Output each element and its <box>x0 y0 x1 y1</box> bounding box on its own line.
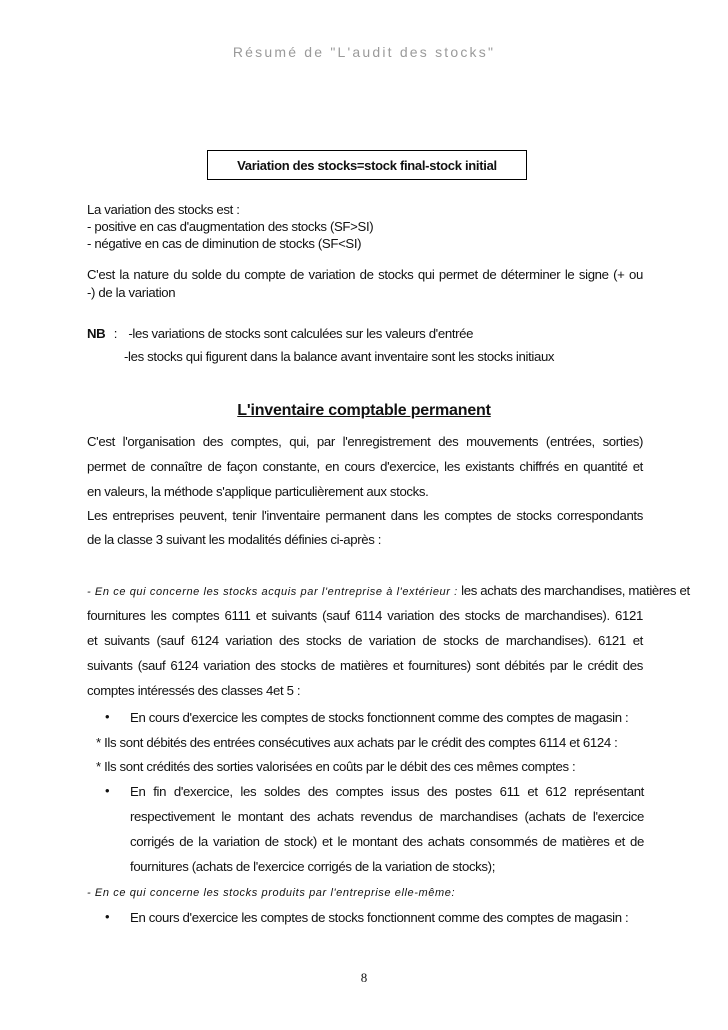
paragraph-line: en valeurs, la méthode s'applique particulièrement aux stocks. <box>87 484 429 499</box>
variation-intro-line: La variation des stocks est : <box>87 202 240 217</box>
bullet-2-line: respectivement le montant des achats revendus de marchandises (achats de l'exercice <box>130 809 644 824</box>
variation-intro-line: - négative en cas de diminution de stocks (SF<SI) <box>87 236 362 251</box>
page-header: Résumé de "L'audit des stocks" <box>232 44 496 60</box>
paragraph-line: Les entreprises peuvent, tenir l'inventaire permanent dans les comptes de stocks correspondants <box>87 508 643 523</box>
produits-lead <box>87 884 643 899</box>
acquis-lead: - En ce qui concerne les stocks acquis par l'entreprise à l'extérieur : <box>87 586 458 598</box>
nature-solde-line: -) de la variation <box>87 285 176 300</box>
bullet-1-text: En cours d'exercice les comptes de stocks fonctionnent comme des comptes de magasin : <box>130 710 629 725</box>
nb-line-1 <box>87 326 643 341</box>
paragraph-line: de la classe 3 suivant les modalités définies ci-après : <box>87 532 382 547</box>
acquis-line-1 <box>87 583 690 598</box>
bullet-2-line: corrigés de la variation de stock) et le montant des achats consommés de matières et de <box>130 834 644 849</box>
variation-intro-line: - positive en cas d'augmentation des stocks (SF>SI) <box>87 219 374 234</box>
nb-line-2: -les stocks qui figurent dans la balance avant inventaire sont les stocks initiaux <box>124 349 555 364</box>
bullet-2-line: En fin d'exercice, les soldes des comptes issus des postes 611 et 612 représentant <box>130 784 644 799</box>
formula-box: Variation des stocks=stock final-stock initial <box>207 150 527 180</box>
nb-text-1: -les variations de stocks sont calculées sur les valeurs d'entrée <box>128 326 474 341</box>
bullet-2-line: fournitures (achats de l'exercice corrigés de la variation de stocks); <box>130 859 496 874</box>
bullet-3-text: En cours d'exercice les comptes de stocks fonctionnent comme des comptes de magasin : <box>130 910 629 925</box>
section-title: L'inventaire comptable permanent <box>237 402 491 419</box>
acquis-line: comptes intéressés des classes 4et 5 : <box>87 683 301 698</box>
produits-lead-text: - En ce qui concerne les stocks produits par l'entreprise elle-même: <box>87 887 456 899</box>
acquis-line: suivants (sauf 6124 variation des stocks de matières et fournitures) sont débités par le crédit des <box>87 658 643 673</box>
nature-solde-line: C'est la nature du solde du compte de variation de stocks qui permet de déterminer le signe (+ ou <box>87 267 643 282</box>
acquis-line: et suivants (sauf 6124 variation des stocks de variation de stocks de marchandises). 6121 et <box>87 633 643 648</box>
nb-separator: : <box>113 326 118 341</box>
nb-label: NB <box>87 326 106 341</box>
acquis-line: fournitures les comptes 6111 et suivants (sauf 6114 variation des stocks de marchandises). 6121 <box>87 608 643 623</box>
paragraph-line: permet de connaître de façon constante, en cours d'exercice, les existants chiffrés en quantité et <box>87 459 643 474</box>
acquis-first-rest: les achats des marchandises, matières et <box>457 583 690 598</box>
star-line-2: * Ils sont crédités des sorties valorisées en coûts par le débit des ces mêmes comptes : <box>96 759 576 774</box>
page-number: 8 <box>360 970 368 985</box>
bullet-icon: • <box>105 709 110 724</box>
star-line-1: * Ils sont débités des entrées consécutives aux achats par le crédit des comptes 6114 et 6124 : <box>96 735 618 750</box>
bullet-icon: • <box>105 783 110 798</box>
bullet-icon: • <box>105 909 110 924</box>
paragraph-line: C'est l'organisation des comptes, qui, par l'enregistrement des mouvements (entrées, sorties) <box>87 434 643 449</box>
